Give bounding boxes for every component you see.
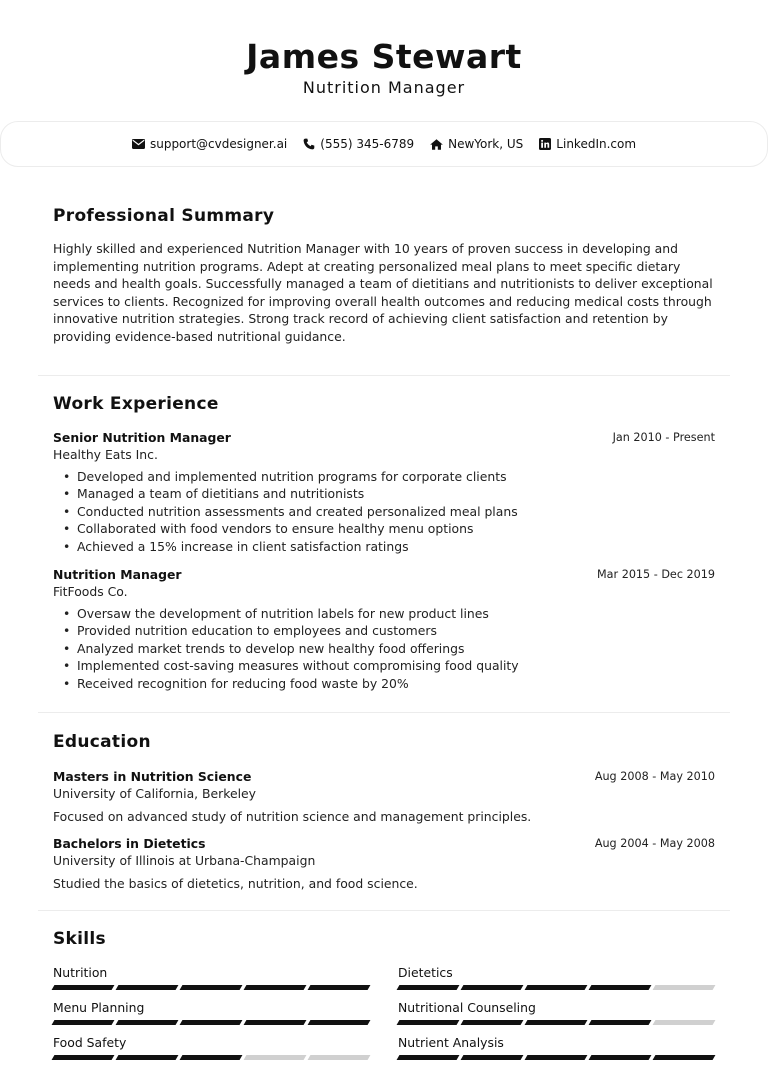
skill-segment-filled [180, 1020, 243, 1025]
skill-segment-filled [397, 985, 460, 990]
skill-segment-filled [589, 1055, 652, 1060]
skill-item [53, 964, 373, 990]
skill-level-bar [398, 1020, 718, 1025]
job-bullet: • Provided nutrition education to employees and customers [53, 622, 715, 639]
experience-section [53, 393, 715, 692]
contact-location-text: NewYork, US [448, 137, 524, 151]
contact-email-text: support@cvdesigner.ai [149, 137, 288, 151]
job-bullet: • Achieved a 15% increase in client satisfaction ratings [53, 538, 715, 555]
school-name: University of Illinois at Urbana-Champaign [53, 853, 316, 868]
skill-level-bar [53, 1055, 373, 1060]
resume-header [0, 0, 768, 98]
skill-item [398, 999, 718, 1025]
contact-linkedin-text: LinkedIn.com [556, 137, 637, 151]
linkedin-icon [539, 138, 551, 150]
skill-segment-filled [180, 985, 243, 990]
education-entry [53, 835, 715, 892]
skill-level-bar [53, 1020, 373, 1025]
degree-title: Bachelors in Dietetics [53, 836, 206, 851]
home-icon [430, 139, 443, 150]
skill-segment-filled [397, 1055, 460, 1060]
job-title: Nutrition Manager [53, 567, 182, 583]
skill-segment-filled [52, 985, 115, 990]
envelope-icon [132, 139, 145, 149]
skill-segment-filled [308, 985, 371, 990]
contact-phone-text: (555) 345-6789 [320, 137, 415, 151]
job-entry [53, 429, 715, 555]
skill-level-bar [53, 985, 373, 990]
education-dates: Aug 2004 - May 2008 [594, 837, 715, 850]
skill-segment-filled [461, 1055, 524, 1060]
skill-level-bar [398, 1055, 718, 1060]
contact-phone[interactable] [303, 137, 414, 151]
job-dates: Mar 2015 - Dec 2019 [597, 568, 715, 582]
summary-heading: Professional Summary [53, 206, 275, 226]
skill-item [398, 964, 718, 990]
skill-level-bar [398, 985, 718, 990]
job-dates: Jan 2010 - Present [612, 431, 715, 444]
section-divider [38, 375, 730, 376]
skill-segment-filled [589, 985, 652, 990]
skill-segment-filled [461, 985, 524, 990]
skill-segment-filled [525, 1055, 588, 1060]
education-heading: Education [53, 732, 151, 752]
job-bullet: • Implemented cost-saving measures without compromising food quality [53, 657, 715, 674]
section-divider [38, 910, 730, 911]
skill-segment-filled [589, 1020, 652, 1025]
skill-segment-empty [653, 1020, 716, 1025]
skill-segment-empty [308, 1055, 371, 1060]
education-section [53, 731, 715, 892]
skill-segment-filled [116, 1020, 179, 1025]
skills-section [53, 928, 715, 1060]
job-title: Senior Nutrition Manager [53, 430, 231, 445]
skill-item [53, 1034, 373, 1060]
summary-section [53, 205, 715, 346]
skill-segment-filled [525, 985, 588, 990]
skill-item [53, 999, 373, 1025]
experience-heading: Work Experience [53, 394, 219, 414]
education-description: Studied the basics of dietetics, nutrition, and food science. [53, 876, 418, 891]
job-bullet: • Oversaw the development of nutrition labels for new product lines [53, 605, 715, 622]
skills-grid [53, 964, 715, 1060]
education-description: Focused on advanced study of nutrition science and management principles. [53, 809, 532, 824]
job-bullet: • Analyzed market trends to develop new healthy food offerings [53, 640, 715, 657]
skill-segment-filled [52, 1055, 115, 1060]
job-bullet: • Conducted nutrition assessments and created personalized meal plans [53, 503, 715, 520]
skill-segment-filled [116, 985, 179, 990]
contact-email[interactable] [132, 137, 287, 151]
job-bullets [53, 605, 715, 692]
skill-segment-filled [461, 1020, 524, 1025]
contact-bar [0, 121, 768, 167]
skill-name: Nutrient Analysis [398, 1035, 504, 1050]
job-bullet: • Managed a team of dietitians and nutritionists [53, 485, 715, 502]
skill-name: Dietetics [398, 965, 453, 980]
skill-segment-filled [308, 1020, 371, 1025]
job-bullets [53, 468, 715, 555]
skill-name: Nutrition [53, 965, 108, 980]
skill-segment-filled [244, 1020, 307, 1025]
job-company: Healthy Eats Inc. [53, 447, 158, 462]
job-bullet: • Collaborated with food vendors to ensure healthy menu options [53, 520, 715, 537]
skill-item [398, 1034, 718, 1060]
education-entry [53, 768, 715, 825]
contact-linkedin[interactable] [539, 137, 636, 151]
skill-segment-filled [397, 1020, 460, 1025]
contact-location [430, 137, 523, 151]
skill-segment-filled [180, 1055, 243, 1060]
skills-heading: Skills [53, 929, 106, 949]
job-entry [53, 566, 715, 692]
skill-name: Menu Planning [53, 1000, 145, 1015]
skill-segment-filled [653, 1055, 716, 1060]
job-company: FitFoods Co. [53, 584, 128, 600]
skill-segment-filled [525, 1020, 588, 1025]
section-divider [38, 712, 730, 713]
school-name: University of California, Berkeley [53, 786, 257, 801]
candidate-title: Nutrition Manager [302, 78, 466, 97]
phone-icon [303, 138, 315, 150]
summary-text: Highly skilled and experienced Nutrition Manager with 10 years of proven success in developing and implementing nutrition programs. Adept at creating personalized meal plans to meet specific dietary needs and health goals. Successfully managed a team of dietitians and nutritionists to deliver exceptional services to clients. Recognized for improving overall health outcomes and reducing medical costs through innovative nutrition strategies. Strong track record of achieving client satisfaction and retention by providing evidence-based nutritional guidance. [53, 241, 713, 344]
degree-title: Masters in Nutrition Science [53, 769, 252, 784]
skill-segment-filled [116, 1055, 179, 1060]
skill-segment-empty [244, 1055, 307, 1060]
education-dates: Aug 2008 - May 2010 [594, 770, 715, 783]
skill-segment-filled [52, 1020, 115, 1025]
job-bullet: • Developed and implemented nutrition programs for corporate clients [53, 468, 715, 485]
candidate-name: James Stewart [246, 37, 522, 76]
skill-name: Nutritional Counseling [398, 1000, 536, 1015]
skill-name: Food Safety [53, 1035, 127, 1050]
skill-segment-filled [244, 985, 307, 990]
skill-segment-empty [653, 985, 716, 990]
job-bullet: • Received recognition for reducing food waste by 20% [53, 675, 715, 692]
